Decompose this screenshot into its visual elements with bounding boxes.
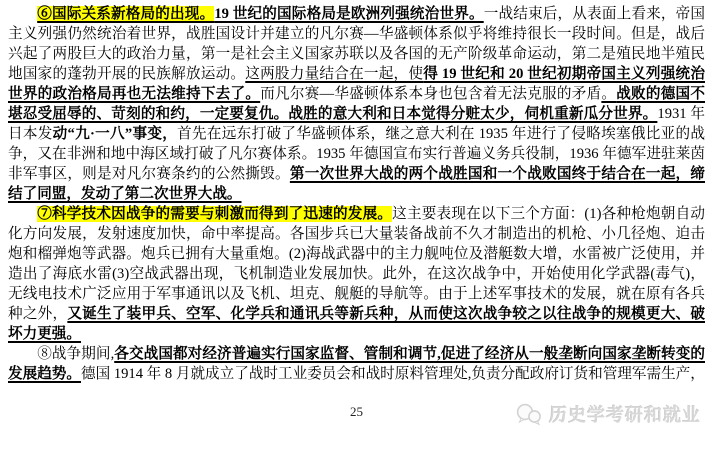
text-run: 19 世纪的国际格局是欧洲列强统治世界。 (214, 6, 484, 22)
text-run: ⑦科学技术因战争的需要与刺激而得到了迅速的发展。 (37, 206, 393, 222)
text-run: 得 19 世纪和 20 世纪初期帝国主义列强统治世界的政治格局再也无法维持下去了。 (8, 66, 705, 102)
text-run: 战败的德国不堪忍受屈辱的、苛刻的和约，一定要复仇。战胜的意大利和日本觉得分赃太少，伺机重新瓜分世界。 (8, 86, 705, 122)
text-run: ⑥国际关系新格局的出现。 (37, 6, 215, 22)
watermark (515, 401, 701, 427)
paragraph-6-international-pattern (8, 4, 705, 204)
paragraph-8-wartime-economy (8, 344, 705, 384)
text-run: 动“九·一八”事变， (52, 126, 178, 142)
text-run: 。 (601, 86, 617, 102)
text-run: 德国 1914 年 8 月就成立了战时工业委员会和战时原料管理处,负责分配政府订货和管理军需生产， (80, 366, 705, 382)
text-run: 各交战国都对经济普遍实行国家监督、管制和调节,促进了经济从一般垄断向国家垄断转变的发展趋势。 (8, 346, 705, 382)
text-run: 这主要表现在以下三个方面：(1)各种枪炮朝自动化方向发展，发射速度加快，命中率提高。各国步兵已大量装备战前不久才制造出的机枪、小几径炮、迫击炮和榴弹炮等武器。炮兵已拥有大量重炮。(2)海战武器中的主力舰吨位及潜艇数大增，水雷被广泛使用，并造出了海底水雷(3)空战武器出现，飞机制造业发展加快。此外，在这次战争中，开始使用化学武器(毒气)，无线电技术广泛应用于军事通讯以及飞机、坦克、舰艇的导航等。由于上述军事技术的发展，就在原有各兵种之外， (8, 206, 705, 322)
text-run: 而凡尔赛—华盛顿体系本身也包含着无法克服的矛盾 (260, 86, 602, 102)
text-run: 一战结束后，从表面上看来，帝国主义列强仍然统治着世界，战胜国设计并建立的凡尔赛—华盛顿体系似乎将维持很长一段时间。但是，战后兴起了两股巨大的政治力量，第一是社会主义国家苏联以及各国的无产阶级革命运动，第二是殖民地半殖民地国家的蓬勃开展的民族解放运动。 (8, 6, 705, 82)
paragraph-7-science-technology (8, 204, 705, 344)
text-run: ⑧战争期间, (37, 346, 115, 362)
text-run: 这两股力量结合在一起，使 (245, 66, 424, 82)
text-run: 第一次世界大战的两个战胜国和一个战败国终于结合在一起，缔结了同盟，发动了第二次世界大战。 (8, 166, 705, 202)
text-run: 首先在远东打破了华盛顿体系，继之意大利在 1935 年进行了侵略埃塞俄比亚的战争，又在非洲和地中海区域打破了凡尔赛体系。1935 年德国宣布实行普遍义务兵役制，1936 年德军进驻莱茵非军事区，则是对凡尔赛条约的公然撕毁。 (8, 126, 705, 182)
chat-bubbles-icon (515, 403, 542, 426)
watermark-text: 历史学考研和就业 (549, 405, 701, 425)
text-run: 1931 年日本发 (8, 106, 705, 142)
page-number: 25 (350, 404, 363, 419)
text-run: 又诞生了装甲兵、空军、化学兵和通讯兵等新兵种，从而使这次战争较之以往战争的规模更大、破坏力更强。 (8, 306, 705, 342)
